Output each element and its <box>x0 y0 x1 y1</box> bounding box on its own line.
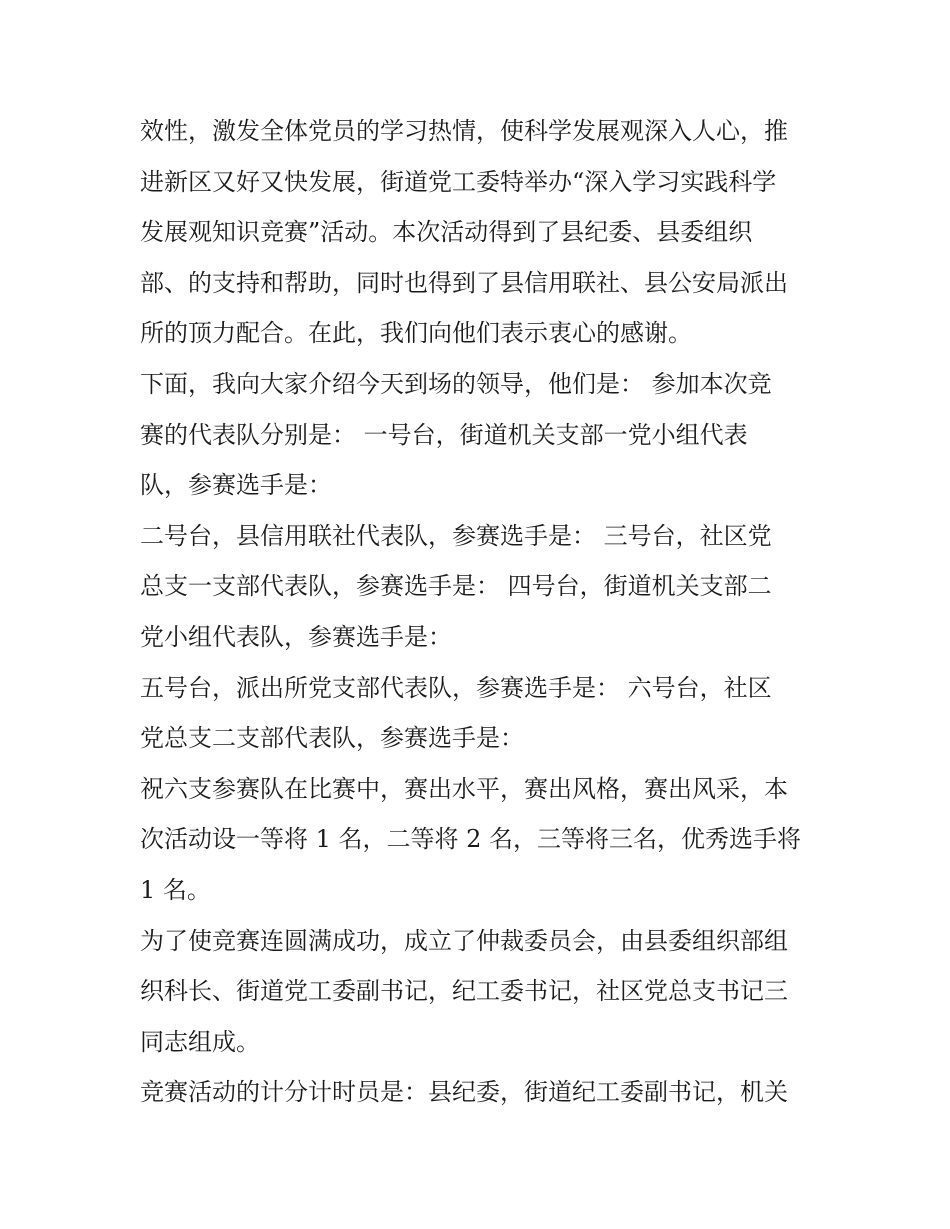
text-line: 为了使竞赛连圆满成功，成立了仲裁委员会，由县委组织部组 <box>140 926 788 955</box>
text-line: 总支一支部代表队，参赛选手是： 四号台，街道机关支部二 <box>140 572 772 601</box>
text-line: 次活动设一等将 1 名，二等将 2 名，三等将三名，优秀选手将 <box>140 825 802 854</box>
text-line: 赛的代表队分别是： 一号台，街道机关支部一党小组代表 <box>140 420 748 449</box>
text-line: 下面，我向大家介绍今天到场的领导，他们是： 参加本次竞 <box>140 369 772 398</box>
text-line: 进新区又好又快发展，街道党工委特举办“深入学习实践科学 <box>140 167 777 196</box>
text-line: 发展观知识竞赛”活动。本次活动得到了县纪委、县委组织 <box>140 218 753 247</box>
document-body <box>140 106 820 1118</box>
text-line: 祝六支参赛队在比赛中，赛出水平，赛出风格，赛出风采，本 <box>140 774 788 803</box>
text-line: 织科长、街道党工委副书记，纪工委书记，社区党总支书记三 <box>140 977 788 1006</box>
text-line: 同志组成。 <box>140 1027 260 1056</box>
text-line: 五号台，派出所党支部代表队，参赛选手是： 六号台，社区 <box>140 673 772 702</box>
text-line: 党总支二支部代表队，参赛选手是： <box>140 724 524 753</box>
text-line: 竞赛活动的计分计时员是：县纪委，街道纪工委副书记，机关 <box>140 1078 788 1107</box>
text-line: 党小组代表队，参赛选手是： <box>140 622 452 651</box>
text-line: 效性，激发全体党员的学习热情，使科学发展观深入人心，推 <box>140 117 788 145</box>
text-line: 队，参赛选手是： <box>140 471 332 500</box>
text-line: 所的顶力配合。在此，我们向他们表示衷心的感谢。 <box>140 319 692 348</box>
text-line: 二号台，县信用联社代表队，参赛选手是： 三号台，社区党 <box>140 521 772 550</box>
text-line: 1 名。 <box>140 875 211 904</box>
text-line: 部、的支持和帮助，同时也得到了县信用联社、县公安局派出 <box>140 268 788 297</box>
